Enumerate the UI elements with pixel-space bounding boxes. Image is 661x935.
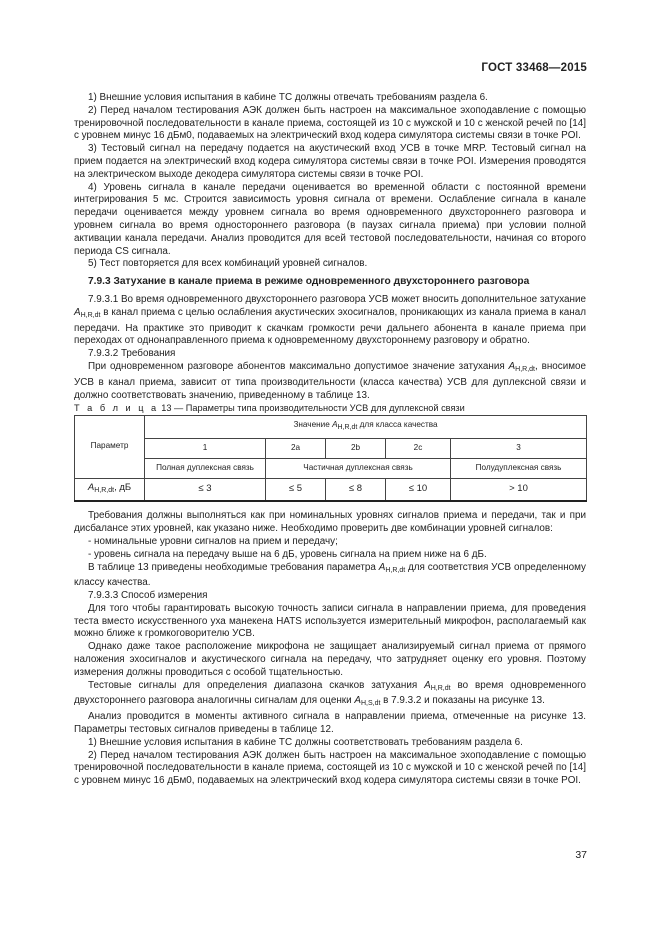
- paragraph: 2) Перед началом тестирования АЭК должен быть настроен на максимальное эхоподавление с помощью тренировочной последовательности в канале приема, состоящей из 10 с мужской и 10 с женской речей по [14] с уровнем минус 16 дБм0, подаваемых на электрический вход кодера симулятора системы связи в точке POI.: [74, 749, 586, 787]
- class-type-cell: Полная дуплексная связь: [145, 458, 266, 478]
- param-header: Параметр: [75, 416, 145, 478]
- class-type-cell: Частичная дуплексная связь: [266, 458, 451, 478]
- class-cell: 3: [451, 438, 587, 458]
- class-cell: 2b: [326, 438, 386, 458]
- subsection-title-7933: 7.9.3.3 Способ измерения: [88, 590, 208, 602]
- section-title: 7.9.3 Затухание в канале приема в режиме одновременного двухстороннего разговора: [88, 276, 530, 288]
- paragraph: Однако даже такое расположение микрофона не защищает анализируемый сигнал приема от прямого наложения эхосигналов и акустического сигнала на передачу, что затрудняет оценку его уровня. Поэтому измерения должны проводиться с особой тщательностью.: [74, 641, 586, 678]
- row-param: $A_{H,R,dt}$, дБ: [75, 478, 145, 501]
- paragraph: 1) Внешние условия испытания в кабине ТС должны соответствовать требованиям раздела 6.: [88, 736, 523, 748]
- value-cell: > 10: [451, 478, 587, 501]
- paragraph-7931: 7.9.3.1 Во время одновременного двухстороннего разговора УСВ может вносить дополнительное затухание $A_{H,R,dt}$ в канал приема с целью ослабления акустических эхосигналов, проникающих из канала приема в канал передачи. На практике это приводит к скачкам громкости речи дальнего абонента в канале приема при переходах от однонаправленного приема к одновременному двухстороннему разговору и обратно.: [74, 293, 586, 347]
- value-cell: ≤ 3: [145, 478, 266, 501]
- class-type-cell: Полудуплексная связь: [451, 458, 587, 478]
- table-13: [74, 415, 587, 502]
- paragraph-7932: При одновременном разговоре абонентов максимально допустимое значение затухания $A_{H,R,dt}$, вносимое УСВ в канал приема, зависит от типа производительности (класса качества) УСВ для дуплексной связи и должно соответствовать значению, приведенному в таблице 13.: [74, 360, 587, 401]
- paragraph: Для того чтобы гарантировать высокую точность записи сигнала в направлении приема, для проведения теста вместо искусственного уха манекена HATS используется измерительный микрофон, располагаемый как можно ближе к громкоговорителю УСВ.: [74, 602, 586, 640]
- table-caption: Т а б л и ц а 13 — Параметры типа производительности УСВ для дуплексной связи: [74, 403, 465, 414]
- paragraph-table-ref: В таблице 13 приведены необходимые требования параметра $A_{H,R,dt}$ для соответствия УСВ определенному классу качества.: [74, 561, 586, 589]
- paragraph: 5) Тест повторяется для всех комбинаций уровней сигналов.: [88, 258, 368, 270]
- paragraph: 2) Перед началом тестирования АЭК должен быть настроен на максимальное эхоподавление с помощью тренировочной последовательности в канале приема, состоящей из 10 с мужской и 10 с женской речей по [14] с уровнем минус 16 дБм0, подаваемых на электрический вход кодера симулятора системы связи в точке POI.: [74, 104, 586, 142]
- class-cell: 2c: [386, 438, 451, 458]
- class-cell: 2a: [266, 438, 326, 458]
- page-body: [74, 92, 586, 788]
- value-cell: ≤ 8: [326, 478, 386, 501]
- list-item: - номинальные уровни сигналов на прием и передачу;: [88, 535, 338, 547]
- list-item: - уровень сигнала на передачу выше на 6 дБ, уровень сигнала на прием ниже на 6 дБ.: [88, 548, 487, 560]
- document-header: ГОСТ 33468—2015: [481, 62, 587, 74]
- class-cell: 1: [145, 438, 266, 458]
- values-header: Значение AH,R,dt для класса качества: [145, 416, 587, 439]
- subsection-title-7932: 7.9.3.2 Требования: [88, 348, 176, 360]
- paragraph: 4) Уровень сигнала в канале передачи оценивается во временной области с постоянной времени интегрирования 5 мс. Строится зависимость уровня сигнала от времени. Ослабление сигнала в канале передачи оценивается между уровнем сигнала во время одновременного двухстороннего разговора и уровнем сигнала во время одностороннего разговора (в паузах сигнала приема) при условии полной активации канала передачи. Анализ проводится для всей тестовой последовательности, начиная со второго периода CS сигнала.: [74, 181, 586, 257]
- paragraph: 3) Тестовый сигнал на передачу подается на акустический вход УСВ в точке MRP. Тестовый сигнал на прием подается на электрический вход кодера симулятора системы связи в точке POI. Измерения проводятся на электрическом выходе декодера симулятора системы связи в точке POI.: [74, 143, 586, 180]
- paragraph: Анализ проводится в моменты активного сигнала в направлении приема, отмеченные на рисунке 13. Параметры тестовых сигналов приведены в таблице 12.: [74, 711, 586, 736]
- paragraph: Требования должны выполняться как при номинальных уровнях сигналов приема и передачи, так и при дисбалансе этих уровней, как указано ниже. Необходимо проверить две комбинации уровней сигналов:: [74, 510, 586, 535]
- value-cell: ≤ 10: [386, 478, 451, 501]
- paragraph: 1) Внешние условия испытания в кабине ТС должны отвечать требованиям раздела 6.: [88, 92, 488, 103]
- page-number: 37: [575, 849, 587, 861]
- value-cell: ≤ 5: [266, 478, 326, 501]
- paragraph-test-signals: Тестовые сигналы для определения диапазона скачков затухания $A_{H,R,dt}$ во время одновременного двухстороннего разговора аналогичны сигналам для оценки $A_{H,S,dt}$ в 7.9.3.2 и показаны на рисунке 13.: [74, 679, 586, 708]
